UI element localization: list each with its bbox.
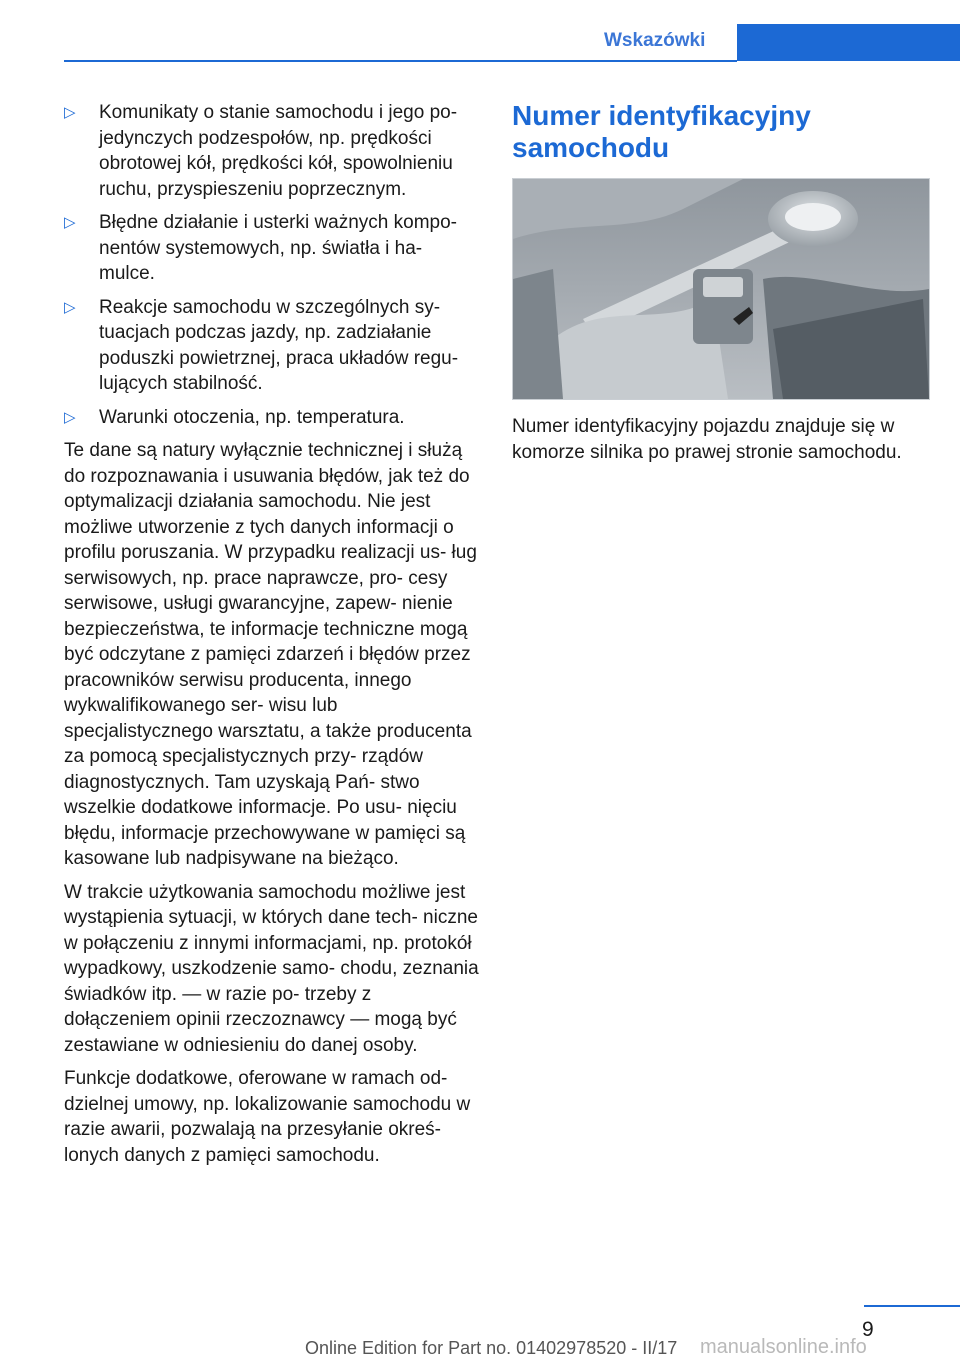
bullet-triangle-icon: ▷ — [64, 298, 76, 316]
body-paragraph: Te dane są natury wyłącznie technicznej i służą do rozpoznawania i usuwania błędów, jak też do optymalizacji działania samochodu. Nie jest możliwe utworzenie z tych danych informacji o profilu poruszania. W przypadku realizacji us‐ ług serwisowych, np. prace naprawcze, pro‐ cesy serwisowe, usługi gwarancyjne, zapew‐ nienie bezpieczeństwa, te informacje techniczne mogą być odczytane z pamięci zdarzeń i błędów przez pracowników serwisu producenta, innego wykwalifikowanego ser‐ wisu lub specjalistycznego warsztatu, a także producenta za pomocą specjalistycznych przy‐ rządów diagnostycznych. Tam uzyskają Pań‐ stwo wszelkie dodatkowe informacje. Po usu‐ nięciu błędu, informacje przechowywane w pamięci są kasowane lub nadpisywane na bieżąco. — [64, 440, 477, 869]
photo-caption: Numer identyfikacyjny pojazdu znajduje się w komorze silnika po prawej stronie samochodu. — [512, 416, 902, 463]
page-number: 9 — [862, 1318, 874, 1341]
list-item — [64, 100, 482, 202]
list-item-text: Błędne działanie i usterki ważnych kompo‐ nentów systemowych, np. światła i ha‐ mulce. — [99, 212, 458, 284]
list-item-text: Reakcje samochodu w szczególnych sy‐ tuacjach podczas jazdy, np. zadziałanie poduszki powietrznej, praca układów regu‐ lujących stabilność. — [99, 296, 459, 394]
list-item-text: Warunki otoczenia, np. temperatura. — [99, 406, 405, 428]
watermark: manualsonline.info — [700, 1336, 867, 1358]
bullet-triangle-icon: ▷ — [64, 214, 76, 231]
header-rule — [64, 60, 737, 62]
section-heading: Numer identyfikacyjny samochodu — [512, 100, 811, 163]
list-item — [64, 295, 482, 397]
list-item-text: Komunikaty o stanie samochodu i jego po‐ jedynczych podzespołów, np. prędkości obrotowej kół, prędkości kół, spowolnieniu ruchu, przyspieszeniu poprzecznym. — [99, 102, 458, 200]
bullet-triangle-icon: ▷ — [64, 104, 76, 121]
list-item — [64, 405, 482, 431]
list-item — [64, 210, 482, 287]
left-column — [64, 100, 482, 1176]
engine-compartment-photo — [512, 178, 930, 400]
body-paragraph: W trakcie użytkowania samochodu możliwe jest wystąpienia sytuacji, w których dane tech‐ niczne w połączeniu z innymi informacjami, np. protokół wypadkowy, uszkodzenie samo‐ chodu, zeznania świadków itp. — w razie po‐ trzeby z dołączeniem opinii rzeczoznawcy — mogą być zestawiane w odniesieniu do danej osoby. — [64, 881, 479, 1056]
header-section-title: Wskazówki — [604, 30, 706, 51]
right-column — [512, 100, 930, 465]
header-accent-bar — [737, 24, 960, 61]
page-number-rule — [864, 1305, 960, 1307]
body-paragraph: Funkcje dodatkowe, oferowane w ramach od‐ dzielnej umowy, np. lokalizowanie samochodu w razie awarii, pozwalają na przesyłanie okreś‐ lonych danych z pamięci samochodu. — [64, 1068, 471, 1166]
footer-edition: Online Edition for Part no. 01402978520 - II/17 — [305, 1338, 678, 1358]
bullet-triangle-icon: ▷ — [64, 408, 76, 426]
